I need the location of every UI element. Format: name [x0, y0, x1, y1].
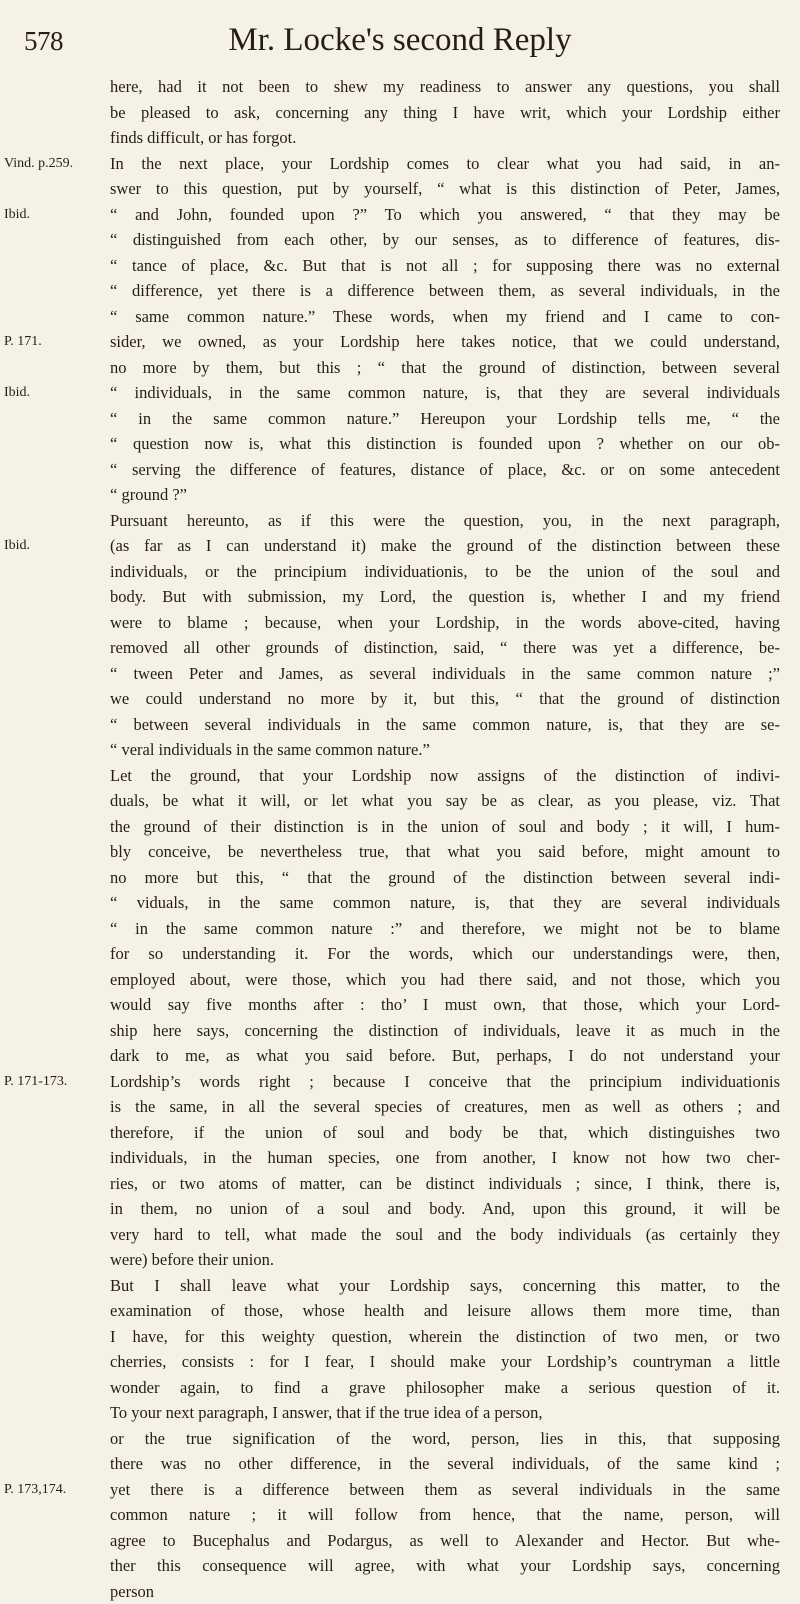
text-line: “ in the same common nature.” Hereupon your Lordship tells me, “ the	[110, 406, 780, 432]
text-line: wonder again, to find a grave philosopher make a serious question of it.	[110, 1375, 780, 1401]
text-line: yet there is a difference between them as several individuals in the same	[110, 1477, 780, 1503]
text-line: dark to me, as what you said before. But, perhaps, I do not understand your	[110, 1043, 780, 1069]
text-line: body. But with submission, my Lord, the question is, whether I and my friend	[110, 584, 780, 610]
text-line: very hard to tell, what made the soul and the body individuals (as certainly they	[110, 1222, 780, 1248]
text-line: be pleased to ask, concerning any thing I have writ, which your Lordship either	[110, 100, 780, 126]
text-line: cherries, consists : for I fear, I should make your Lordship’s countryman a little	[110, 1349, 780, 1375]
text-line: removed all other grounds of distinction, said, “ there was yet a difference, be-	[110, 635, 780, 661]
text-line: Let the ground, that your Lordship now assigns of the distinction of indivi-	[110, 763, 780, 789]
text-line: agree to Bucephalus and Podargus, as well to Alexander and Hector. But whe-	[110, 1528, 780, 1554]
text-line: finds difficult, or has forgot.	[110, 125, 780, 151]
text-line: Lordship’s words right ; because I conceive that the principium individuationis	[110, 1069, 780, 1095]
margin-note: Ibid.	[4, 206, 30, 224]
text-line: Pursuant hereunto, as if this were the question, you, in the next paragraph,	[110, 508, 780, 534]
text-line: here, had it not been to shew my readiness to answer any questions, you shall	[110, 74, 780, 100]
text-line: “ in the same common nature :” and therefore, we might not be to blame	[110, 916, 780, 942]
margin-note: Ibid.	[4, 384, 30, 402]
text-line: In the next place, your Lordship comes to clear what you had said, in an-	[110, 151, 780, 177]
text-line: examination of those, whose health and leisure allows them more time, than	[110, 1298, 780, 1324]
text-line: “ ground ?”	[110, 482, 780, 508]
text-line: there was no other difference, in the several individuals, of the same kind ;	[110, 1451, 780, 1477]
text-line: is the same, in all the several species of creatures, men as well as others ; and	[110, 1094, 780, 1120]
text-line: no more by them, but this ; “ that the ground of distinction, between several	[110, 355, 780, 381]
text-line: To your next paragraph, I answer, that if the true idea of a person,	[110, 1400, 780, 1426]
text-line: swer to this question, put by yourself, “ what is this distinction of Peter, James,	[110, 176, 780, 202]
text-line: therefore, if the union of soul and body be that, which distinguishes two	[110, 1120, 780, 1146]
text-line: no more but this, “ that the ground of the distinction between several indi-	[110, 865, 780, 891]
page-header	[0, 20, 800, 70]
text-line: would say five months after : tho’ I must own, that those, which your Lord-	[110, 992, 780, 1018]
text-line: individuals, in the human species, one from another, I know not how two cher-	[110, 1145, 780, 1171]
text-line: “ veral individuals in the same common nature.”	[110, 737, 780, 763]
text-line: But I shall leave what your Lordship says, concerning this matter, to the	[110, 1273, 780, 1299]
text-line: I have, for this weighty question, wherein the distinction of two men, or two	[110, 1324, 780, 1350]
running-head: Mr. Locke's second Reply	[0, 22, 800, 59]
text-line: “ question now is, what this distinction is founded upon ? whether on our ob-	[110, 431, 780, 457]
body-text	[110, 74, 780, 1604]
text-line: “ same common nature.” These words, when my friend and I came to con-	[110, 304, 780, 330]
text-line: common nature ; it will follow from hence, that the name, person, will	[110, 1502, 780, 1528]
text-line: “ tance of place, &c. But that is not all ; for supposing there was no external	[110, 253, 780, 279]
text-line: sider, we owned, as your Lordship here takes notice, that we could understand,	[110, 329, 780, 355]
text-line: “ individuals, in the same common nature, is, that they are several individuals	[110, 380, 780, 406]
page-number: 578	[24, 26, 63, 57]
text-line: “ viduals, in the same common nature, is, that they are several individuals	[110, 890, 780, 916]
margin-note: Ibid.	[4, 537, 30, 555]
text-line: “ difference, yet there is a difference between them, as several individuals, in the	[110, 278, 780, 304]
margin-note: P. 171.	[4, 333, 42, 351]
margin-note: Vind. p.259.	[4, 155, 73, 173]
text-line: bly conceive, be nevertheless true, that what you said before, might amount to	[110, 839, 780, 865]
text-line: employed about, were those, which you had there said, and not those, which you	[110, 967, 780, 993]
text-line: “ between several individuals in the same common nature, is, that they are se-	[110, 712, 780, 738]
text-line: “ tween Peter and James, as several individuals in the same common nature ;”	[110, 661, 780, 687]
text-line: “ distinguished from each other, by our senses, as to difference of features, dis-	[110, 227, 780, 253]
text-line: were to blame ; because, when your Lordship, in the words above-cited, having	[110, 610, 780, 636]
text-line: in them, no union of a soul and body. And, upon this ground, it will be	[110, 1196, 780, 1222]
text-line: or the true signification of the word, person, lies in this, that supposing	[110, 1426, 780, 1452]
text-line: duals, be what it will, or let what you say be as clear, as you please, viz. That	[110, 788, 780, 814]
text-line: ship here says, concerning the distinction of individuals, leave it as much in the	[110, 1018, 780, 1044]
text-line: “ and John, founded upon ?” To which you answered, “ that they may be	[110, 202, 780, 228]
text-line: for so understanding it. For the words, which our understandings were, then,	[110, 941, 780, 967]
text-line: individuals, or the principium individuationis, to be the union of the soul and	[110, 559, 780, 585]
text-line: ries, or two atoms of matter, can be distinct individuals ; since, I think, there is,	[110, 1171, 780, 1197]
text-line: person	[110, 1579, 780, 1604]
text-line: the ground of their distinction is in the union of soul and body ; it will, I hum-	[110, 814, 780, 840]
text-line: were) before their union.	[110, 1247, 780, 1273]
margin-note: P. 171-173.	[4, 1073, 67, 1091]
margin-note: P. 173,174.	[4, 1481, 66, 1499]
text-line: (as far as I can understand it) make the ground of the distinction between these	[110, 533, 780, 559]
text-line: ther this consequence will agree, with what your Lordship says, concerning	[110, 1553, 780, 1579]
text-line: we could understand no more by it, but this, “ that the ground of distinction	[110, 686, 780, 712]
text-line: “ serving the difference of features, distance of place, &c. or on some antecedent	[110, 457, 780, 483]
